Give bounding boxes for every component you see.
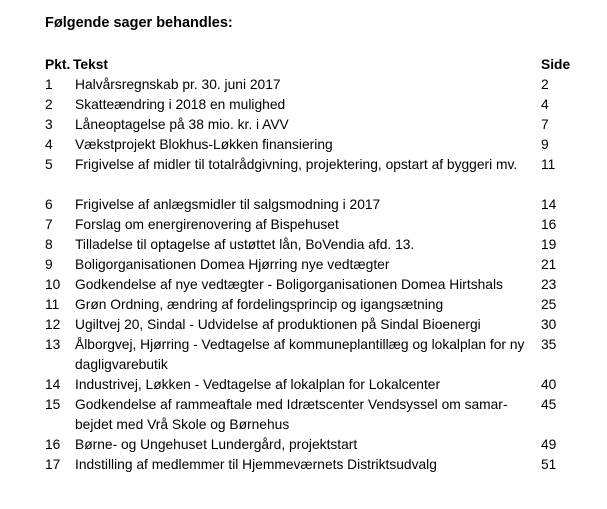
item-number: 12 bbox=[45, 317, 61, 332]
item-page: 16 bbox=[541, 217, 557, 232]
item-text: Frigivelse af midler til totalrådgivning, projektering, opstart af byggeri mv. bbox=[75, 157, 518, 172]
agenda-item bbox=[45, 255, 585, 275]
item-number: 15 bbox=[45, 397, 61, 412]
item-text: Forslag om energirenovering af Bispehuset bbox=[75, 217, 339, 232]
item-number: 3 bbox=[45, 117, 53, 132]
item-number: 2 bbox=[45, 97, 53, 112]
item-number: 4 bbox=[45, 137, 53, 152]
item-number: 17 bbox=[45, 457, 61, 472]
agenda-item bbox=[45, 95, 585, 115]
item-number: 9 bbox=[45, 257, 53, 272]
item-text: Industrivej, Løkken - Vedtagelse af lokalplan for Lokalcenter bbox=[75, 377, 441, 392]
item-text: Tilladelse til optagelse af ustøttet lån, BoVendia afd. 13. bbox=[75, 237, 415, 252]
item-page: 49 bbox=[541, 437, 557, 452]
item-text: Halvårsregnskab pr. 30. juni 2017 bbox=[75, 77, 281, 92]
item-number: 7 bbox=[45, 217, 53, 232]
item-page: 19 bbox=[541, 237, 557, 252]
agenda-item bbox=[45, 295, 585, 315]
item-number: 16 bbox=[45, 437, 61, 452]
agenda-item bbox=[45, 375, 585, 395]
item-page: 40 bbox=[541, 377, 557, 392]
item-page: 35 bbox=[541, 337, 557, 352]
item-page: 9 bbox=[541, 137, 549, 152]
agenda-item bbox=[45, 135, 585, 155]
item-page: 2 bbox=[541, 77, 549, 92]
agenda-item bbox=[45, 275, 585, 295]
item-number: 10 bbox=[45, 277, 61, 292]
column-header-pkt: Pkt. bbox=[45, 57, 71, 72]
agenda-item bbox=[45, 215, 585, 235]
item-page: 11 bbox=[541, 157, 556, 172]
agenda-table bbox=[45, 55, 585, 475]
item-page: 45 bbox=[541, 397, 557, 412]
item-page: 51 bbox=[541, 457, 557, 472]
agenda-item bbox=[45, 75, 585, 95]
agenda-item bbox=[45, 155, 585, 195]
item-page: 4 bbox=[541, 97, 549, 112]
item-text: Vækstprojekt Blokhus-Løkken finansiering bbox=[75, 137, 333, 152]
item-text: Grøn Ordning, ændring af fordelingsprincip og igangsætning bbox=[75, 297, 444, 312]
item-number: 8 bbox=[45, 237, 53, 252]
item-page: 23 bbox=[541, 277, 557, 292]
column-header-page: Side bbox=[541, 57, 571, 72]
item-number: 6 bbox=[45, 197, 53, 212]
item-text: Låneoptagelse på 38 mio. kr. i AVV bbox=[75, 117, 289, 132]
item-number: 14 bbox=[45, 377, 61, 392]
item-number: 11 bbox=[45, 297, 60, 312]
agenda-item bbox=[45, 315, 585, 335]
item-text: Frigivelse af anlægsmidler til salgsmodning i 2017 bbox=[75, 197, 381, 212]
item-page: 25 bbox=[541, 297, 557, 312]
agenda-item bbox=[45, 235, 585, 255]
agenda-item bbox=[45, 395, 585, 435]
item-page: 14 bbox=[541, 197, 557, 212]
agenda-item bbox=[45, 435, 585, 455]
column-header-text: Tekst bbox=[73, 57, 109, 72]
item-number: 13 bbox=[45, 337, 61, 352]
item-page: 30 bbox=[541, 317, 557, 332]
agenda-header-row bbox=[45, 55, 585, 75]
item-text: Skatteændring i 2018 en mulighed bbox=[75, 97, 286, 112]
item-number: 1 bbox=[45, 77, 53, 92]
item-text: Indstilling af medlemmer til Hjemmeværnets Distriktsudvalg bbox=[75, 457, 437, 472]
item-text: Ugiltvej 20, Sindal - Udvidelse af produktionen på Sindal Bioenergi bbox=[75, 317, 481, 332]
agenda-item bbox=[45, 195, 585, 215]
item-page: 7 bbox=[541, 117, 549, 132]
agenda-item bbox=[45, 115, 585, 135]
agenda-item bbox=[45, 335, 585, 375]
item-text: Godkendelse af nye vedtægter - Boligorganisationen Domea Hirtshals bbox=[75, 277, 503, 292]
item-page: 21 bbox=[541, 257, 557, 272]
agenda-item bbox=[45, 455, 585, 475]
item-text: Boligorganisationen Domea Hjørring nye vedtægter bbox=[75, 257, 390, 272]
item-text: Godkendelse af rammeaftale med Idrætscenter Vendsyssel om samar-bejdet med Vrå Skole og Børnehus bbox=[75, 397, 508, 432]
agenda-heading: Følgende sager behandles: bbox=[45, 15, 233, 31]
item-text: Ålborgvej, Hjørring - Vedtagelse af kommuneplantillæg og lokalplan for ny dagligvarebutik bbox=[75, 337, 525, 372]
item-text: Børne- og Ungehuset Lundergård, projektstart bbox=[75, 437, 358, 452]
item-number: 5 bbox=[45, 157, 53, 172]
